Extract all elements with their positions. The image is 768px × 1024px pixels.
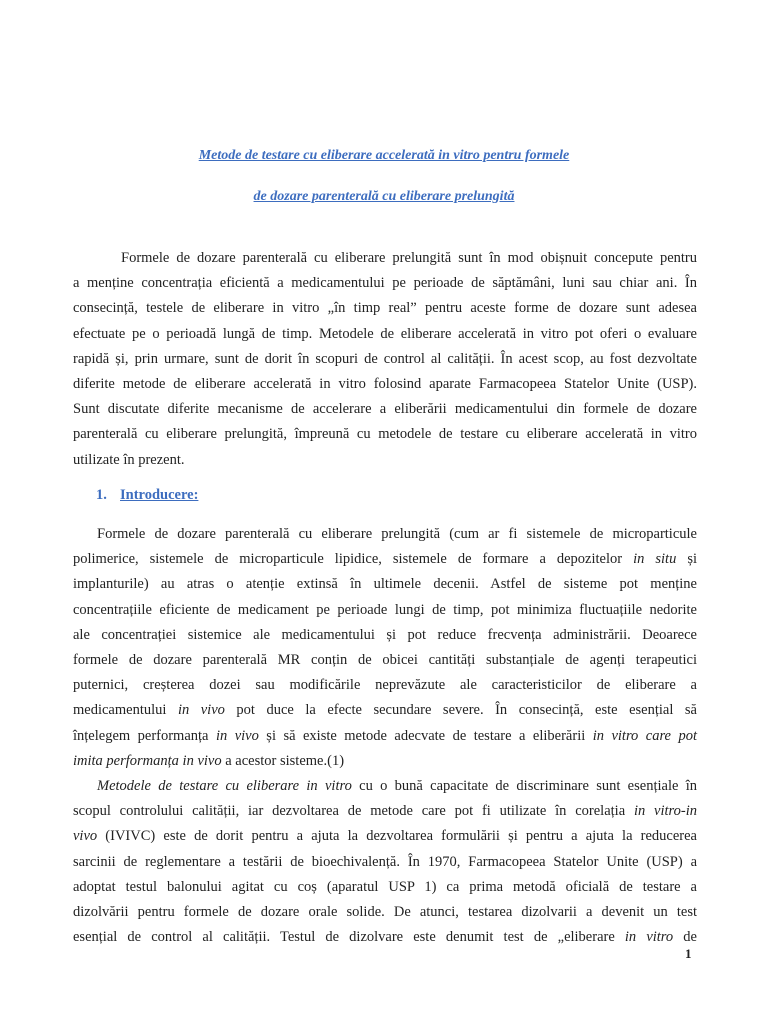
para-line: esențial de control al calității. Testul de dizolvare este denumit test de „eliberare in vitro de xyxy=(73,929,697,946)
abstract-line: a menține concentrația eficientă a medicamentului pe perioade de săptămâni, luni sau chiar ani. În xyxy=(73,275,697,292)
abstract-line: consecință, testele de eliberare in vitro „în timp real” pentru aceste forme de dozare sunt adesea xyxy=(73,300,697,317)
section-heading-introducere xyxy=(96,487,198,504)
para-line: scopul controlului calității, iar dezvoltarea de metode care pot fi utilizate în corelația in vitro-in xyxy=(73,803,697,820)
testing-methods-paragraph xyxy=(73,774,697,950)
section-number: 1. xyxy=(96,487,107,503)
para-line: Metodele de testare cu eliberare in vitro cu o bună capacitate de discriminare sunt esențiale în xyxy=(97,778,697,794)
intro-line: puternici, creșterea dozei sau modificările neprevăzute ale caracteristicilor de eliberare a xyxy=(73,677,697,694)
intro-line: Formele de dozare parenterală cu eliberare prelungită (cum ar fi sistemele de microparticule xyxy=(97,526,697,542)
abstract-line: Formele de dozare parenterală cu eliberare prelungită sunt în mod obișnuit concepute pentru xyxy=(121,250,697,266)
intro-line: înțelegem performanța in vivo și să existe metode adecvate de testare a eliberării in vitro care pot xyxy=(73,727,697,744)
abstract-line: Sunt discutate diferite mecanisme de accelerare a eliberării medicamentului din formele de dozare xyxy=(73,401,697,418)
document-title-line-2: de dozare parenterală cu eliberare prelungită xyxy=(253,189,515,204)
intro-line: imita performanța in vivo a acestor sisteme.(1) xyxy=(73,752,345,769)
abstract-line: parenterală cu eliberare prelungită, împreună cu metodele de testare cu eliberare accelerată in vitro xyxy=(73,426,697,443)
page-number: 1 xyxy=(685,946,692,961)
intro-line: implanturile) au atras o atenție extinsă în ultimele decenii. Astfel de sisteme pot menține xyxy=(73,576,697,593)
introduction-paragraph xyxy=(73,522,697,774)
abstract-paragraph xyxy=(73,246,697,473)
intro-line: medicamentului in vivo pot duce la efecte secundare severe. În consecință, este esențial să xyxy=(73,702,697,719)
para-line: adoptat testul balonului agitat cu coș (aparatul USP 1) ca prima metodă oficială de testare a xyxy=(73,878,697,895)
abstract-line: utilizate în prezent. xyxy=(73,451,185,468)
intro-line: polimerice, sistemele de microparticule lipidice, sistemele de formare a depozitelor in situ și xyxy=(73,551,698,568)
intro-line: formele de dozare parenterală MR conțin de obicei cantități substanțiale de agenți terapeutici xyxy=(73,651,697,668)
section-title: Introducere: xyxy=(120,487,199,503)
para-line: dizolvării pentru formele de dozare orale solide. De atunci, testarea dizolvarii a devenit un test xyxy=(73,903,697,920)
abstract-line: efectuate pe o perioadă lungă de timp. Metodele de eliberare accelerată in vitro pot oferi o evaluare xyxy=(73,325,697,342)
intro-line: concentrațiile eficiente de medicament pe perioade lungi de timp, pot minimiza fluctuațiile nedorite xyxy=(73,601,697,618)
intro-line: ale concentrației sistemice ale medicamentului și pot reduce frecvența administrării. Deoarece xyxy=(73,626,697,643)
para-line: sarcinii de reglementare a testării de bioechivalență. În 1970, Farmacopeea Statelor Unite (USP) a xyxy=(73,853,697,870)
document-title-line-1: Metode de testare cu eliberare accelerată in vitro pentru formele xyxy=(198,148,570,163)
abstract-line: rapidă și, prin urmare, sunt de dorit în scopuri de control al calității. În acest scop, au fost dezvoltate xyxy=(73,350,697,367)
abstract-line: diferite metode de eliberare accelerată in vitro folosind aparate Farmacopeea Statelor Unite (USP). xyxy=(73,375,697,392)
para-line: vivo (IVIVC) este de dorit pentru a ajuta la dezvoltarea formulării și pentru a ajuta la reducerea xyxy=(73,828,697,845)
